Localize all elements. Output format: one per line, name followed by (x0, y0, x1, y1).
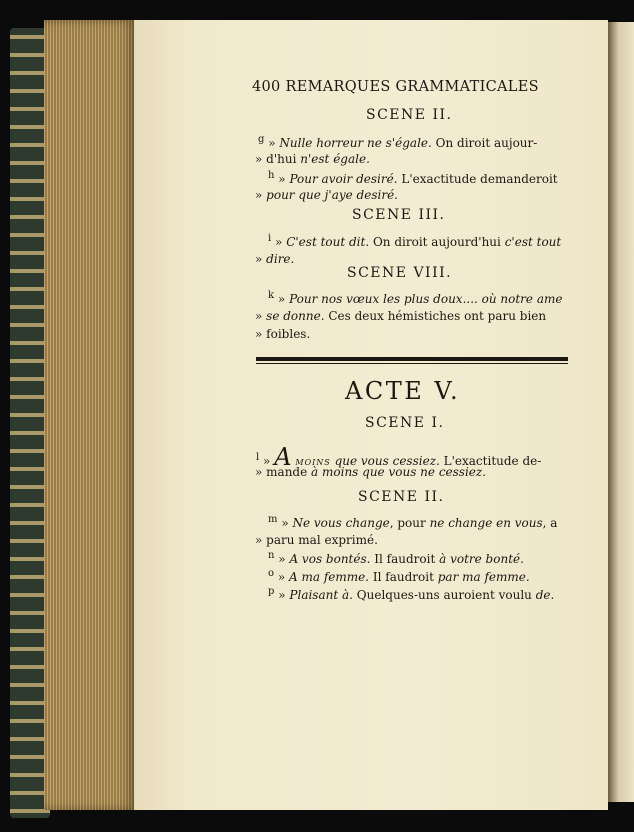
quoted-text: par ma femme. (437, 570, 530, 584)
quote-mark: » (263, 454, 271, 468)
quote-mark: » (255, 327, 263, 341)
quote-mark: » (278, 552, 286, 566)
quote-mark: » (278, 172, 286, 186)
section-rule (256, 357, 568, 361)
body-text: , pour (389, 516, 430, 530)
text-line (268, 233, 561, 249)
text-line (255, 252, 294, 266)
quoted-text: ne change en vous (429, 516, 543, 530)
small-caps-text: MOINS (295, 458, 331, 467)
quoted-text: Pour avoir desiré. (289, 172, 398, 186)
text-line (268, 514, 557, 530)
body-text: mande (266, 465, 312, 479)
text-line (268, 290, 562, 306)
quote-mark: » (255, 152, 263, 166)
text-line (255, 188, 398, 202)
section-rule-thin (256, 363, 568, 364)
running-header (252, 79, 539, 95)
footnote-mark: p (268, 586, 275, 597)
quoted-text: Plaisant à. (289, 588, 353, 602)
page-edges (44, 20, 136, 810)
body-text: On diroit aujourd'hui (369, 235, 505, 249)
text-line (258, 134, 537, 150)
body-text: Ces deux hémistiches ont paru bien (324, 309, 547, 323)
quoted-text: Nulle horreur ne s'égale. (279, 136, 432, 150)
text-line (268, 568, 530, 584)
quoted-text: Ne vous change (292, 516, 390, 530)
text-line (268, 586, 554, 602)
scene-heading: SCENE II. (366, 107, 453, 123)
facing-page-edge (608, 22, 634, 802)
text-line (268, 170, 558, 186)
drop-capital: A (274, 443, 292, 471)
quote-mark: » (278, 588, 286, 602)
text-line (255, 533, 378, 547)
footnote-mark: k (268, 290, 275, 301)
scene-heading: SCENE VIII. (347, 265, 453, 281)
scene-heading: SCENE II. (358, 489, 445, 505)
quoted-text: à votre bonté. (439, 552, 524, 566)
quoted-text: Pour nos vœux les plus doux.... où notre ame (289, 292, 563, 306)
scene-heading: SCENE III. (352, 207, 446, 223)
quoted-text: à moins que vous ne cessiez. (311, 465, 487, 479)
quote-mark: » (255, 188, 263, 202)
quote-mark: » (255, 309, 263, 323)
quote-mark: » (277, 570, 286, 584)
quote-mark: » (255, 533, 263, 547)
body-text: Il faudroit (369, 570, 438, 584)
text-line (255, 152, 370, 166)
quoted-text: n'est égale. (300, 152, 370, 166)
text-line (268, 550, 524, 566)
body-text: paru mal exprimé. (266, 533, 378, 547)
quote-mark: » (255, 252, 263, 266)
quote-mark: » (275, 235, 283, 249)
body-text: Quelques-uns auroient voulu (352, 588, 536, 602)
footnote-mark: o (268, 568, 275, 579)
body-text: , a (542, 516, 558, 530)
footnote-mark: h (268, 170, 275, 181)
quoted-text: A vos bontés. (289, 552, 371, 566)
footnote-mark: n (268, 550, 275, 561)
body-text: L'exactitude de- (439, 454, 542, 468)
footnote-mark: m (268, 514, 278, 525)
quote-mark: » (281, 516, 289, 530)
text-line (255, 465, 486, 479)
body-text: d'hui (266, 152, 301, 166)
footnote-mark: i (268, 233, 272, 244)
page-number: 400 (252, 79, 281, 95)
footnote-mark: l (256, 452, 260, 463)
scene-heading: SCENE I. (365, 415, 445, 431)
body-text: foibles. (266, 327, 311, 341)
body-text: On diroit aujour- (431, 136, 538, 150)
quoted-text: dire. (266, 252, 295, 266)
quote-mark: » (255, 465, 263, 479)
quoted-text: se donne. (266, 309, 325, 323)
text-line (255, 327, 310, 341)
quoted-text: A ma femme. (289, 570, 370, 584)
act-title: ACTE V. (345, 377, 461, 405)
footnote-mark: g (258, 134, 265, 145)
quoted-text: C'est tout dit. (286, 235, 370, 249)
quote-mark: » (268, 136, 276, 150)
quoted-text: que vous cessiez. (330, 454, 440, 468)
quote-mark: » (277, 292, 286, 306)
quoted-text: de. (535, 588, 555, 602)
quoted-text: c'est tout (504, 235, 562, 249)
body-text: Il faudroit (370, 552, 440, 566)
running-title: REMARQUES GRAMMATICALES (285, 79, 539, 95)
quoted-text: pour que j'aye desiré. (266, 188, 398, 202)
body-text: L'exactitude demanderoit (397, 172, 558, 186)
text-line (255, 309, 546, 323)
